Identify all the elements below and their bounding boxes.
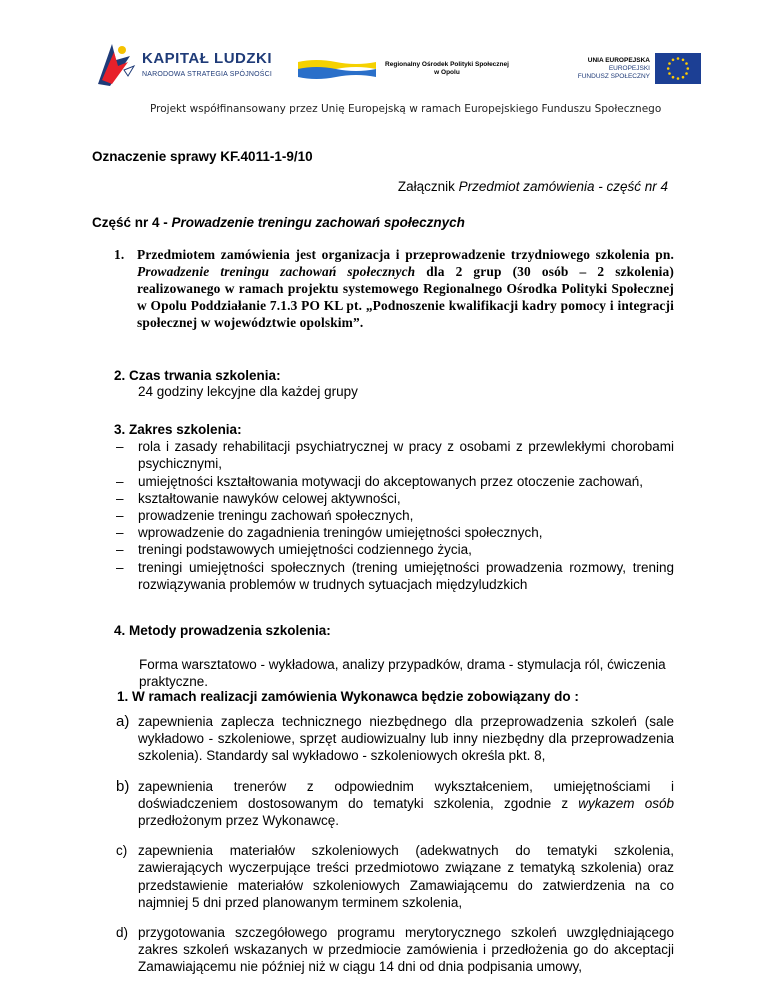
eu-label [560,57,650,81]
obligations-list [114,713,674,989]
list-dash: – [116,542,124,558]
kapital-ludzki-subtitle: NARODOWA STRATEGIA SPÓJNOŚCI [142,71,273,78]
list-dash: – [116,439,124,455]
section-3 [114,421,674,593]
list-item [114,490,674,507]
obligation-item [114,842,674,911]
list-item-text: treningi podstawowych umiejętności codziennego życia, [138,542,472,558]
obligation-item [114,924,674,976]
list-item-text: treningi umiejętności społecznych (trening umiejętności prowadzenia rozmowy, trening rozwiązywania problemów w trudnych sytuacjach międzyludzkich [138,559,674,592]
eu-line2: EUROPEJSKI [608,65,650,72]
project-funding-line: Projekt współfinansowany przez Unię Europejską w ramach Europejskiego Funduszu Społecznego [150,103,662,115]
obligation-letter: a) [116,713,130,730]
obligation-text: zapewnienia materiałów szkoleniowych (adekwatnych do tematyki szkolenia, zawierających wyczerpujące treści przedmiotowo związane z tematyką szkolenia) oraz przedstawienie materiałów szkoleniowych Zamawiającemu do zatwierdzenia na co najmniej 5 dni przed planowanym terminem szkolenia, [138,843,674,910]
list-item-text: kształtowanie nawyków celowej aktywności, [138,490,401,506]
obligation-letter: b) [116,777,130,795]
list-item [114,559,674,593]
annex-prefix: Załącznik [397,179,459,194]
part-title: Prowadzenie treningu zachowań społecznych [171,215,465,230]
list-item [114,473,674,490]
section-1-training-name: Prowadzenie treningu zachowań społecznych [137,264,416,279]
rops-line1: Regionalny Ośrodek Polityki Społecznej [385,61,509,68]
obligation-text-b: przedłożonym przez Wykonawcę. [138,813,339,829]
list-item [114,507,674,524]
rops-line2: w Opolu [434,69,460,76]
kapital-ludzki-title: KAPITAŁ LUDZKI [142,50,273,67]
rops-name [383,61,511,77]
section-2-heading: 2. Czas trwania szkolenia: [114,368,281,383]
list-item-text: umiejętności kształtowania motywacji do akceptowanych przez otoczenie zachowań, [138,473,644,489]
list-item [114,524,674,541]
section-4-heading: 4. Metody prowadzenia szkolenia: [114,623,331,638]
annex-title: Przedmiot zamówienia - część nr 4 [458,179,668,194]
obligation-letter: d) [116,925,129,941]
obligations-heading: 1. W ramach realizacji zamówienia Wykonawca będzie zobowiązany do : [117,689,579,704]
list-item [114,541,674,558]
list-item [114,438,674,472]
annex-label [368,179,668,194]
list-dash: – [116,473,124,489]
section-2-body: 24 godziny lekcyjne dla każdej grupy [138,384,358,399]
section-1-number: 1. [114,247,125,262]
list-item-text: wprowadzenie do zagadnienia treningów umiejętności społecznych, [138,525,543,541]
list-dash: – [116,559,124,575]
obligation-text: przygotowania szczegółowego programu merytorycznego szkoleń uwzględniającego zakres szkoleń wskazanych w przedmiocie zamówienia i przedłożenia go do akceptacji Zamawiającemu nie później niż w ciągu 14 dni od dnia podpisania umowy, [138,925,674,975]
section-1-text-c: dla 2 grup (30 osób – 2 szkolenia) realizowanego w ramach projektu systemowego Regionalnego Ośrodka Polityki Społecznej w Opolu Poddziałanie 7.1.3 PO KL pt. „Podnoszenie kwalifikacji kadry pomocy i integracji społecznej w województwie opolskim”. [137,264,674,330]
obligation-item [114,713,674,765]
section-1-text-a: Przedmiotem zamówienia jest organizacja i przeprowadzenie trzydniowego szkolenia pn. [137,247,674,262]
list-dash: – [116,525,124,541]
list-dash: – [116,490,124,506]
section-3-heading: 3. Zakres szkolenia: [114,422,242,437]
kapital-ludzki-logo [94,40,144,90]
section-4-body: Forma warsztatowo - wykładowa, analizy przypadków, drama - stymulacja ról, ćwiczenia praktyczne. [139,657,666,689]
eu-line1: UNIA EUROPEJSKA [587,57,650,64]
eu-line3: FUNDUSZ SPOŁECZNY [577,73,650,80]
obligation-letter: c) [116,843,128,859]
section-2 [114,368,674,400]
list-item-text: rola i zasady rehabilitacji psychiatrycznej w pracy z osobami z przewlekłymi chorobami psychicznymi, [138,439,674,472]
obligation-text: zapewnienia zaplecza technicznego niezbędnego dla przeprowadzenia szkoleń (sale wykładowo - szkoleniowe, sprzęt audiowizualny lub inny niezbędny dla przeprowadzenia szkolenia). Standardy sal wykładowo - szkoleniowych określa pkt. 8, [138,714,674,764]
obligation-text-italic: wykazem osób [578,795,674,811]
list-item-text: prowadzenie treningu zachowań społecznych, [138,508,414,524]
part-prefix: Część nr 4 - [92,215,172,230]
case-signature: Oznaczenie sprawy KF.4011-1-9/10 [92,149,313,164]
obligation-text-a: zapewnienia trenerów z odpowiednim wykształceniem, umiejętnościami i doświadczeniem dostosowanym do tematyki szkolenia, zgodnie z [138,778,674,811]
section-1-text [137,246,674,331]
eu-flag-icon [655,53,701,84]
part-heading [92,215,465,230]
section-1 [114,246,674,331]
obligation-item [114,778,674,830]
list-dash: – [116,508,124,524]
rops-flag-logo [296,58,378,80]
